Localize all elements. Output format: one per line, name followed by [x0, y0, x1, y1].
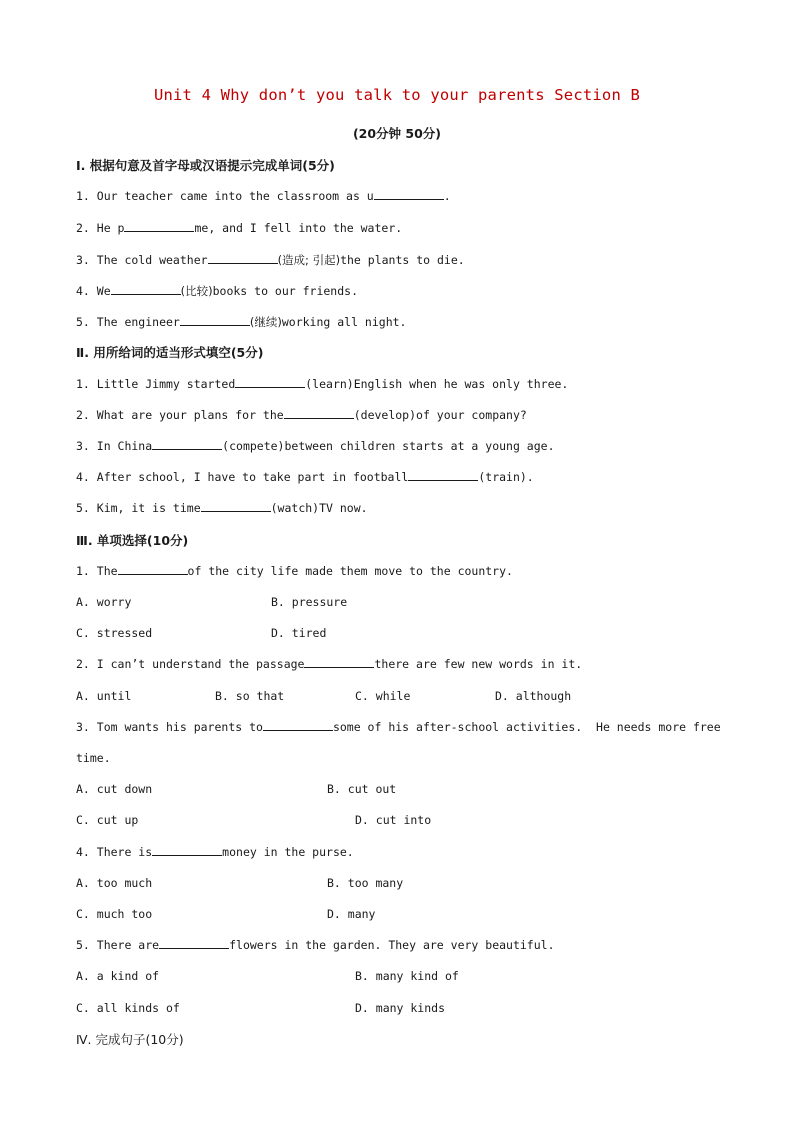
time-score-note: (20分钟 50分) — [352, 126, 442, 141]
s3-q5 — [76, 938, 555, 952]
s3-q2-option-c[interactable]: C. while — [355, 689, 411, 703]
s1-q5-text-b: working all night. — [281, 315, 407, 329]
s3-q4-option-b[interactable]: B. too many — [327, 876, 404, 890]
s2-q5 — [76, 501, 368, 515]
s3-q1-text-a: 1. The — [76, 564, 118, 578]
s3-q1-text-b: of the city life made them move to the country. — [187, 564, 513, 578]
s2-q1 — [76, 377, 568, 391]
s1-q4-hint: (比较) — [180, 284, 213, 298]
s3-q5-text-a: 5. There are — [76, 938, 160, 952]
answer-blank[interactable] — [201, 501, 271, 512]
s3-q4-text-a: 4. There is — [76, 845, 153, 859]
answer-blank[interactable] — [152, 845, 222, 856]
s3-q5-text-b: flowers in the garden. They are very beautiful. — [229, 938, 555, 952]
s3-q3 — [76, 720, 721, 734]
s1-q1-text-b: . — [443, 189, 451, 203]
answer-blank[interactable] — [408, 470, 478, 481]
s3-q2-text-a: 2. I can’t understand the passage — [76, 657, 305, 671]
s3-q1-option-d[interactable]: D. tired — [271, 626, 327, 640]
s3-q2-option-a[interactable]: A. until — [76, 689, 132, 703]
s2-q3-text-a: 3. In China — [76, 439, 153, 453]
s2-q2 — [76, 408, 527, 422]
s1-q1 — [76, 189, 451, 203]
answer-blank[interactable] — [111, 284, 181, 295]
s3-q3-option-d[interactable]: D. cut into — [355, 813, 432, 827]
s3-q3-continued: time. — [76, 751, 111, 765]
s1-q4-text-b: books to our friends. — [212, 284, 359, 298]
section-1-heading: Ⅰ. 根据句意及首字母或汉语提示完成单词(5分) — [76, 158, 335, 173]
s1-q4-text-a: 4. We — [76, 284, 111, 298]
answer-blank[interactable] — [304, 657, 374, 668]
s1-q2-text-b: me, and I fell into the water. — [194, 221, 403, 235]
s3-q3-option-a[interactable]: A. cut down — [76, 782, 153, 796]
answer-blank[interactable] — [152, 439, 222, 450]
answer-blank[interactable] — [180, 315, 250, 326]
s1-q4 — [76, 283, 358, 299]
s1-q5-text-a: 5. The engineer — [76, 315, 180, 329]
s2-q5-text-a: 5. Kim, it is time — [76, 501, 201, 515]
s1-q5 — [76, 314, 406, 330]
s3-q3-text-b: some of his after-school activities. He needs more free — [332, 720, 721, 734]
s1-q3-text-a: 3. The cold weather — [76, 253, 208, 267]
s3-q1-option-b[interactable]: B. pressure — [271, 595, 348, 609]
s3-q2 — [76, 657, 582, 671]
s1-q5-hint: (继续) — [249, 315, 282, 329]
s3-q3-option-b[interactable]: B. cut out — [327, 782, 397, 796]
s1-q2-text-a: 2. He p — [76, 221, 125, 235]
s2-q4 — [76, 470, 534, 484]
s2-q3-text-b: (compete)between children starts at a young age. — [222, 439, 555, 453]
s3-q5-option-a[interactable]: A. a kind of — [76, 969, 160, 983]
s3-q5-option-b[interactable]: B. many kind of — [355, 969, 459, 983]
answer-blank[interactable] — [284, 408, 354, 419]
answer-blank[interactable] — [235, 377, 305, 388]
s3-q4 — [76, 845, 354, 859]
s2-q1-text-b: (learn)English when he was only three. — [305, 377, 569, 391]
s1-q2 — [76, 221, 402, 235]
s3-q2-option-b[interactable]: B. so that — [215, 689, 285, 703]
section-3-heading: Ⅲ. 单项选择(10分) — [76, 533, 189, 548]
answer-blank[interactable] — [263, 720, 333, 731]
s3-q5-option-c[interactable]: C. all kinds of — [76, 1001, 180, 1015]
s3-q1-option-a[interactable]: A. worry — [76, 595, 132, 609]
s3-q4-option-a[interactable]: A. too much — [76, 876, 153, 890]
section-2-heading: Ⅱ. 用所给词的适当形式填空(5分) — [76, 345, 264, 360]
s2-q2-text-a: 2. What are your plans for the — [76, 408, 284, 422]
s2-q4-text-b: (train). — [478, 470, 534, 484]
s3-q5-option-d[interactable]: D. many kinds — [355, 1001, 446, 1015]
answer-blank[interactable] — [159, 938, 229, 949]
section-4-heading: Ⅳ. 完成句子(10分) — [76, 1032, 184, 1047]
s3-q2-text-b: there are few new words in it. — [374, 657, 583, 671]
s3-q4-option-c[interactable]: C. much too — [76, 907, 153, 921]
s3-q3-option-c[interactable]: C. cut up — [76, 813, 139, 827]
answer-blank[interactable] — [374, 189, 444, 200]
s2-q2-text-b: (develop)of your company? — [353, 408, 527, 422]
s3-q2-option-d[interactable]: D. although — [495, 689, 572, 703]
answer-blank[interactable] — [118, 564, 188, 575]
s1-q3 — [76, 252, 465, 268]
s3-q4-option-d[interactable]: D. many — [327, 907, 376, 921]
s3-q1 — [76, 564, 513, 578]
answer-blank[interactable] — [124, 221, 194, 232]
s3-q3-text-a: 3. Tom wants his parents to — [76, 720, 263, 734]
s3-q4-text-b: money in the purse. — [222, 845, 354, 859]
s1-q1-text-a: 1. Our teacher came into the classroom as u — [76, 189, 374, 203]
s1-q3-hint: (造成; 引起) — [277, 253, 341, 267]
s2-q5-text-b: (watch)TV now. — [270, 501, 368, 515]
answer-blank[interactable] — [208, 253, 278, 264]
s1-q3-text-b: the plants to die. — [340, 253, 465, 267]
s2-q1-text-a: 1. Little Jimmy started — [76, 377, 236, 391]
s2-q3 — [76, 439, 555, 453]
s2-q4-text-a: 4. After school, I have to take part in football — [76, 470, 409, 484]
s3-q1-option-c[interactable]: C. stressed — [76, 626, 153, 640]
page-title: Unit 4 Why don’t you talk to your parents Section B — [153, 86, 641, 104]
